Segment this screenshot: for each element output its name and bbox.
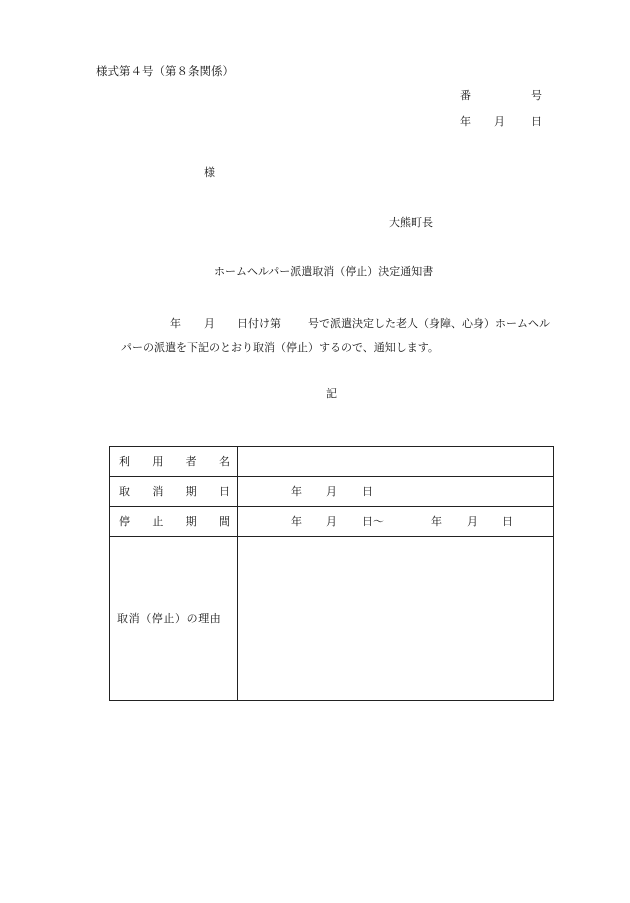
suspend-start-day: 日〜	[362, 514, 384, 528]
date-day-label: 日	[531, 115, 542, 128]
reason-label: 取消（停止）の理由	[117, 612, 222, 625]
reason-label-cell	[110, 537, 238, 701]
suspend-period-field[interactable]	[238, 507, 554, 537]
suspend-end-day: 日	[502, 514, 513, 528]
suspend-end-year: 年	[431, 514, 442, 528]
number-label-ban: 番	[460, 89, 471, 102]
body-date-number: 日付け第	[237, 317, 281, 330]
cancel-date-day: 日	[362, 484, 373, 498]
suspend-end-month: 月	[467, 514, 478, 528]
table-row-reason	[110, 537, 554, 701]
suspend-start-year: 年	[291, 514, 302, 528]
table-row-suspend-period	[110, 507, 554, 537]
date-year-label: 年	[460, 115, 471, 128]
body-year: 年	[170, 317, 181, 330]
body-month: 月	[204, 317, 215, 330]
user-name-field[interactable]	[238, 447, 554, 477]
cancel-date-label-cell: 取 消 期 日	[110, 477, 238, 507]
form-number: 様式第４号（第８条関係）	[96, 64, 234, 78]
ki-heading: 記	[326, 387, 337, 400]
number-label-go: 号	[531, 89, 542, 102]
cancel-date-month: 月	[326, 484, 337, 498]
cancel-date-field[interactable]	[238, 477, 554, 507]
cancel-date-year: 年	[291, 484, 302, 498]
form-table	[109, 446, 554, 701]
user-name-label-cell: 利 用 者 名	[110, 447, 238, 477]
table-row-cancel-date	[110, 477, 554, 507]
table-row-user-name	[110, 447, 554, 477]
addressee-honorific: 様	[204, 166, 215, 179]
document-title: ホームヘルパー派遣取消（停止）決定通知書	[214, 265, 434, 278]
body-line1-text: 号で派遣決定した老人（身障、心身）ホームヘル	[308, 317, 550, 330]
suspend-period-label-cell: 停 止 期 間	[110, 507, 238, 537]
body-line2-text: パーの派遣を下記のとおり取消（停止）するので、通知します。	[121, 341, 439, 354]
date-month-label: 月	[494, 115, 505, 128]
issuer-name: 大熊町長	[389, 216, 433, 229]
suspend-start-month: 月	[326, 514, 337, 528]
reason-field[interactable]	[238, 537, 554, 701]
